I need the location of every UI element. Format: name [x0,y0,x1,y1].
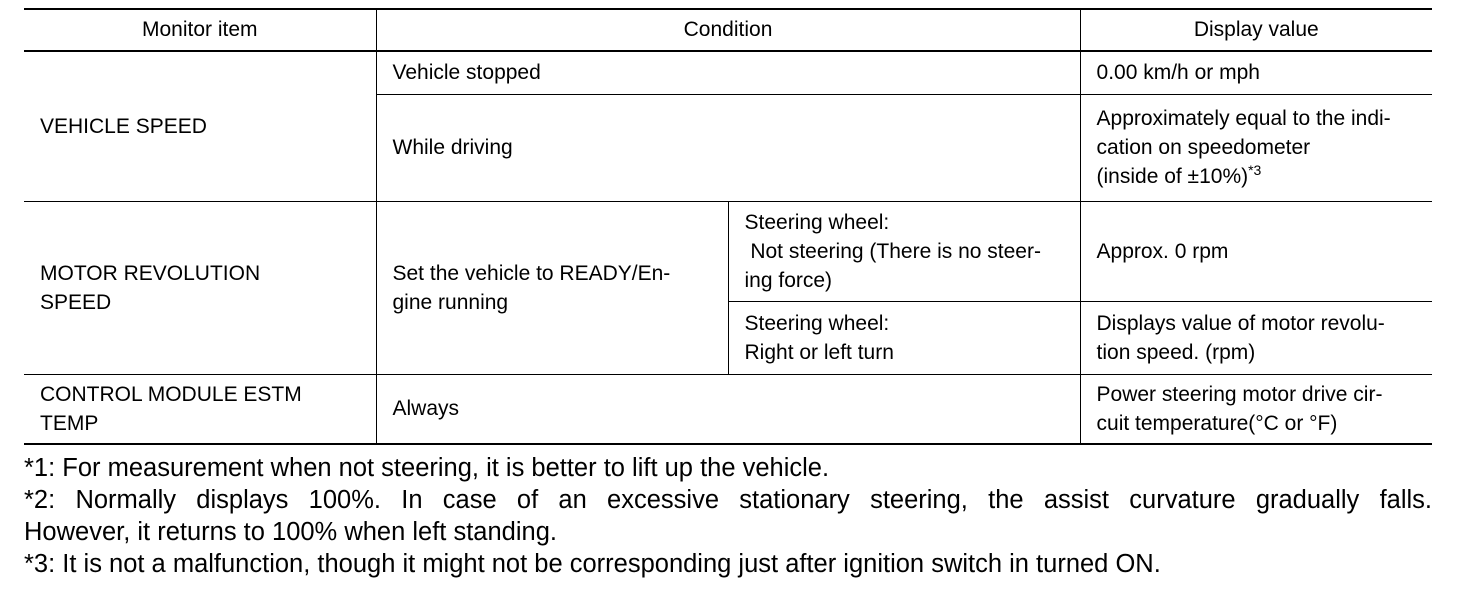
temp-value-line2: cuit temperature(°C or °F) [1096,411,1338,435]
value-while-driving-tolerance: (inside of ±10%) [1096,165,1249,188]
value-while-driving-line3 [1097,162,1425,191]
table-row-vehicle-stopped [24,51,1432,94]
footnotes [24,452,1432,580]
turning-value-line1: Displays value of motor revolu- [1096,311,1385,335]
condition-turning [728,301,1080,374]
header-display-value: Display value [1080,9,1432,51]
turning-value-line2: tion speed. (rpm) [1096,340,1256,364]
temp-item-line1: CONTROL MODULE ESTM [40,382,302,406]
monitor-item-vehicle-speed: VEHICLE SPEED [24,51,376,201]
turning-line1: Steering wheel: [744,311,890,335]
condition-always: Always [376,374,1080,444]
monitor-spec-table [24,8,1432,445]
value-control-module-temp [1080,374,1432,444]
motor-item-line2: SPEED [40,290,112,314]
value-while-driving-line1: Approximately equal to the indi- [1096,107,1391,130]
not-steering-line1: Steering wheel: [744,210,890,234]
turning-line2: Right or left turn [744,340,894,364]
value-vehicle-stopped: 0.00 km/h or mph [1080,51,1432,94]
table-row-control-module-temp [24,374,1432,444]
footnote-ref-3: *3 [1248,162,1262,178]
footnote-2-line2: However, it returns to 100% when left standing. [24,518,557,546]
ready-line2: gine running [392,290,509,314]
not-steering-line2: Not steering (There is no steer- [744,239,1041,263]
footnote-3: *3: It is not a malfunction, though it might not be corresponding just after ignition switch in turned ON. [24,550,1161,578]
condition-vehicle-stopped: Vehicle stopped [376,51,1080,94]
value-turning [1080,301,1432,374]
footnote-1: *1: For measurement when not steering, it is better to lift up the vehicle. [24,454,830,482]
monitor-item-motor-revolution-speed [24,201,376,374]
ready-line1: Set the vehicle to READY/En- [392,261,671,285]
temp-value-line1: Power steering motor drive cir- [1096,382,1383,406]
temp-item-line2: TEMP [40,411,99,435]
condition-while-driving: While driving [376,94,1080,201]
table-header-row [24,9,1432,51]
value-while-driving [1080,94,1432,201]
footnote-2-line1: *2: Normally displays 100%. In case of an excessive stationary steering, the assist curvature gradually falls. [24,486,1432,514]
condition-not-steering [728,201,1080,301]
table-row-not-steering [24,201,1432,301]
value-while-driving-line2: cation on speedometer [1096,136,1311,159]
header-monitor-item: Monitor item [24,9,376,51]
header-condition: Condition [376,9,1080,51]
not-steering-line3: ing force) [744,268,833,292]
condition-ready-engine-running [376,201,728,374]
value-not-steering: Approx. 0 rpm [1080,201,1432,301]
monitor-item-control-module-temp [24,374,376,444]
motor-item-line1: MOTOR REVOLUTION [40,261,261,285]
